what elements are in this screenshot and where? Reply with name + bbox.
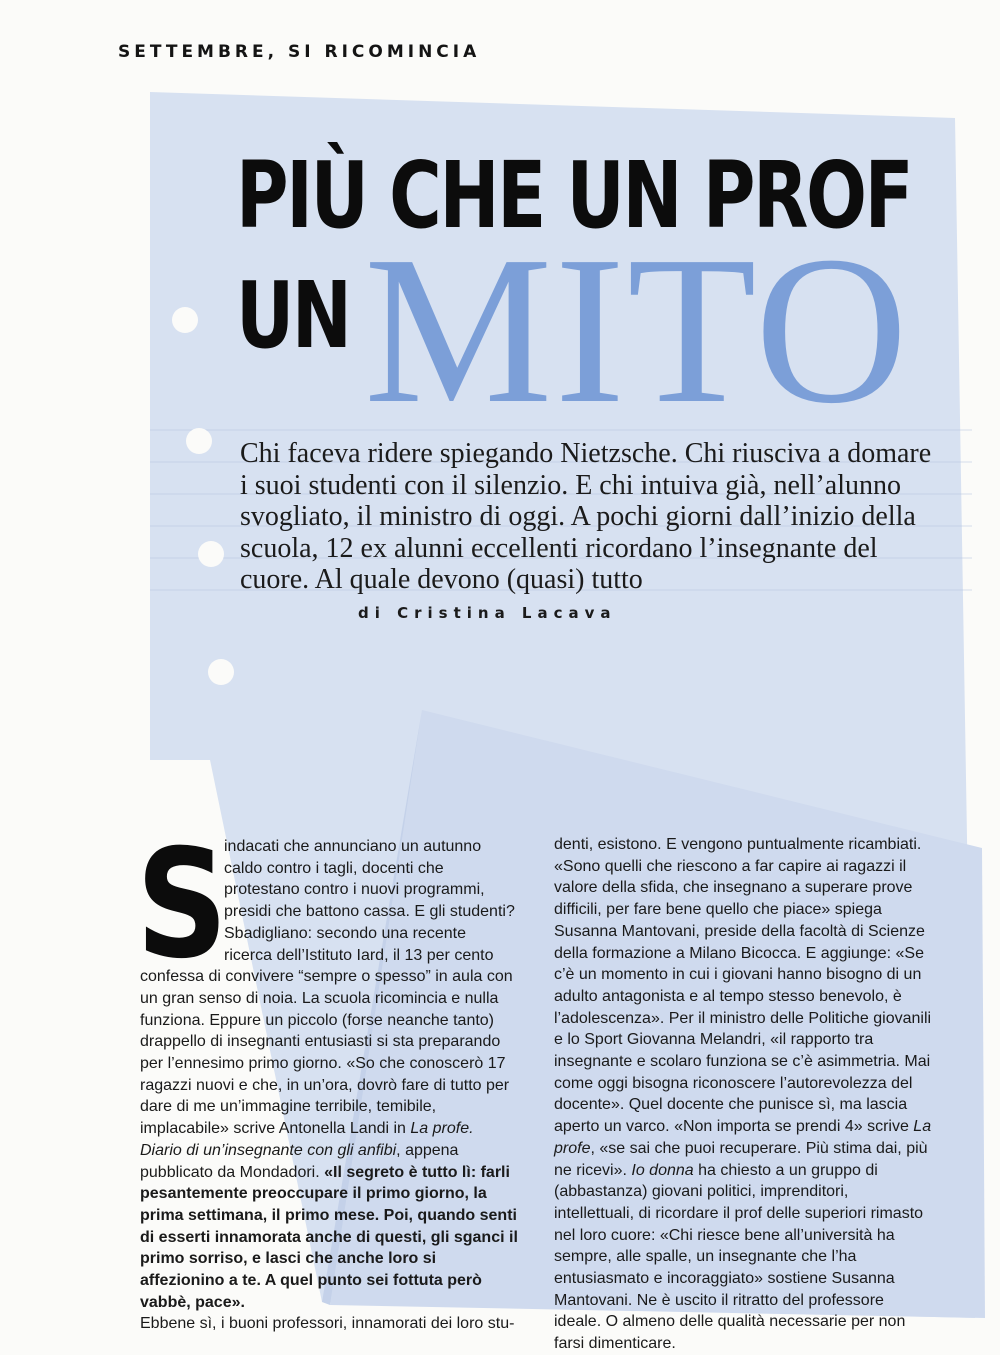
body-text: indacati che annunciano un autunno caldo contro i tagli, docenti che protestano contro i nuovi programmi, presidi che battono cassa. E gli studenti? Sbadigliano: secondo una recente ricerca dell’Istituto Iard, il 13 per cento confessa di convivere “sempre o spesso” in aula con un gran senso di noia. La scuola ricomincia e nulla funziona. Eppure un piccolo (forse neanche tanto) drappello di insegnanti entusiasti si sta preparando per l’ennesimo primo giorno. «So che conoscerò 17 ragazzi nuovi e che, in un’ora, dovrò fare di tutto per dare di me un’immagine terribile, temibile, implacabile» scrive Antonella Landi in (140, 838, 515, 1138)
headline-mito: MITO (364, 212, 910, 447)
deck-subheading: Chi faceva ridere spiegando Nietzsche. Chi riusciva a domare i suoi studenti con il silenzio. E chi intuiva già, nell’alunno svogliato, il ministro di oggi. A pochi giorni dall’inizio della scuola, 12 ex alunni eccellenti ricordano l’insegnante del cuore. Al quale devono (quasi) tutto (240, 438, 932, 595)
book-title: La profe. Diario di un’insegnante con gli anfibi (140, 1120, 474, 1159)
headline-line-2-prefix: UN (236, 262, 350, 369)
binder-hole (198, 541, 224, 567)
binder-hole (172, 307, 198, 333)
drop-cap: S (136, 818, 228, 992)
magazine-name: Io donna (631, 1161, 694, 1179)
body-column-2 (554, 834, 932, 1355)
body-text: ha chiesto a un gruppo di (abbastanza) giovani politici, imprenditori, intellettuali, di ricordare il prof delle superiori rimasto nel loro cuore: «Chi riesce bene all’università ha sempre, alle spalle, un insegnante che l’ha entusiasmato e incoraggiato» sostiene Susanna Mantovani. Ne è uscito il ritratto del professore ideale. O almeno delle qualità necessarie per non farsi dimenticare. (554, 1161, 924, 1353)
body-text: denti, esistono. E vengono puntualmente ricambiati. «Sono quelli che riescono a far capire ai ragazzi il valore della sfida, che insegnano a superare prove difficili, per fare bene quello che piace» spiega Susanna Mantovani, preside della facoltà di Scienze della formazione a Milano Bicocca. E aggiunge: «Se c’è un momento in cui i giovani hanno bisogno di un adulto antagonista e al tempo stesso benevolo, è l’adolescenza». Per il ministro delle Politiche giovanili e lo Sport Giovanna Melandri, «il rapporto tra insegnante e scolaro funziona se c’è asimmetria. Mai come oggi bisogna riconoscere l’autorevolezza del docente». Quel docente che punisce sì, ma lascia aperto un varco. «Non importa se prendi 4» scrive (554, 836, 932, 1136)
headline (236, 142, 956, 447)
body-text: Ebbene sì, i buoni professori, innamorati dei loro stu- (140, 1315, 515, 1333)
pull-quote: «Il segreto è tutto lì: farli pesantemente preoccupare il primo giorno, la prima settimana, il primo mese. Poi, quando senti di esserti innamorata anche di questi, gli sganci il primo sorriso, e lasci che anche loro si affezionino a te. A quel punto sei fottuta però vabbè, pace». (140, 1163, 518, 1311)
body-column-1 (136, 818, 518, 1335)
body-text: , «se sai che puoi recuperare. Più stima dai, più ne ricevi». (554, 1139, 928, 1179)
headline-line-1: PIÙ CHE UN PROF (236, 142, 912, 249)
section-label: SETTEMBRE, SI RICOMINCIA (118, 42, 481, 62)
body-text: , appena pubblicato da Mondadori. (140, 1141, 459, 1181)
binder-hole (186, 428, 212, 454)
book-title: La profe (554, 1118, 932, 1157)
binder-hole (208, 659, 234, 685)
byline: di Cristina Lacava (358, 604, 617, 622)
